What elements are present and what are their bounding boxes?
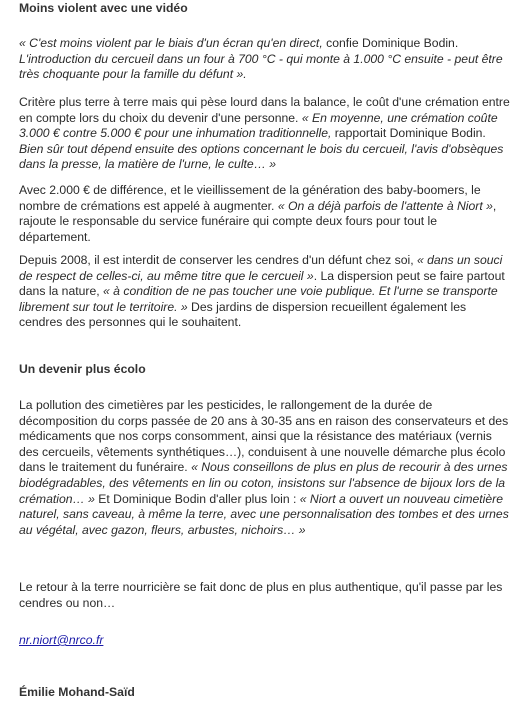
text: , rajoute le responsable du service funéraire qui compte deux fours pour tout le département. [19, 198, 497, 244]
quote: « Niort a ouvert un nouveau cimetière naturel, sans caveau, à même la terre, avec une personnalisation des tombes et des urnes au végétal, avec gazon, fleurs, arbustes, nichoirs… » [19, 491, 509, 537]
text: rapportait Dominique Bodin. [331, 126, 486, 141]
paragraph-pollution [19, 398, 511, 538]
paragraph-conclusion: Le retour à la terre nourricière se fait donc de plus en plus authentique, qu'il passe par les cendres ou non… [19, 580, 503, 610]
email-line [19, 633, 511, 649]
quote: « à condition de ne pas toucher une voie publique. Et l'urne se transporte librement sur tout le territoire. » [19, 284, 498, 314]
quote: « Nous conseillons de plus en plus de recourir à des urnes biodégradables, des vêtements en lin ou coton, insistons sur l'absence de bijoux lors de la crémation… » [19, 460, 508, 506]
quote: « En moyenne, une crémation coûte 3.000 € contre 5.000 € pour une inhumation traditionnelle, [19, 110, 498, 141]
quote: « dans un souci de respect de celles-ci, au même titre que le cercueil » [19, 253, 503, 283]
paragraph-quote-bodin [19, 36, 511, 83]
paragraph-cost [19, 95, 511, 173]
author-name: Émilie Mohand-Saïd [19, 685, 135, 699]
quote: L'introduction du cercueil dans un four à 700 °C - qui monte à 1.000 °C ensuite - peut être très choquante pour la famille du défunt ». [19, 51, 503, 82]
text: confie Dominique Bodin. [322, 36, 459, 50]
text: Critère plus terre à terre mais qui pèse lourd dans la balance, le coût d'une crémation entre en compte lors du choix du devenir d'une personne. [19, 95, 510, 125]
section-heading-ecolo: Un devenir plus écolo [19, 362, 146, 376]
section-heading-video: Moins violent avec une vidéo [19, 1, 188, 15]
paragraph-baby-boomers [19, 183, 511, 245]
email-link[interactable]: nr.niort@nrco.fr [19, 633, 104, 647]
quote: « On a déjà parfois de l'attente à Niort » [277, 198, 493, 213]
paragraph-dispersion [19, 253, 511, 331]
quote: « C'est moins violent par le biais d'un écran qu'en direct, [19, 36, 323, 50]
text: Des jardins de dispersion recueillent également les cendres des personnes qui le souhaitent. [19, 299, 467, 330]
text: Et Dominique Bodin d'aller plus loin : [94, 491, 300, 506]
quote: Bien sûr tout dépend ensuite des options concernant le bois du cercueil, l'avis d'obsèques dans la presse, la matière de l'urne, le culte… » [19, 141, 504, 172]
text: Avec 2.000 € de différence, et le vieillissement de la génération des baby-boomers, le nombre de crémations est appelé à augmenter. [19, 183, 481, 213]
text: La pollution des cimetières par les pesticides, le rallongement de la durée de décomposition du corps passée de 20 ans à 30-35 ans en raison des conservateurs et des médicaments que nos corps consomment, ainsi que la résistance des matériaux (vernis des cercueils, vêtements synthétiques…), conduisent à une nouvelle démarche plus écolo dans le traitement du funéraire. [19, 398, 509, 475]
text: Depuis 2008, il est interdit de conserver les cendres d'un défunt chez soi, [19, 253, 417, 267]
text: . La dispersion peut se faire partout dans la nature, [19, 268, 505, 299]
